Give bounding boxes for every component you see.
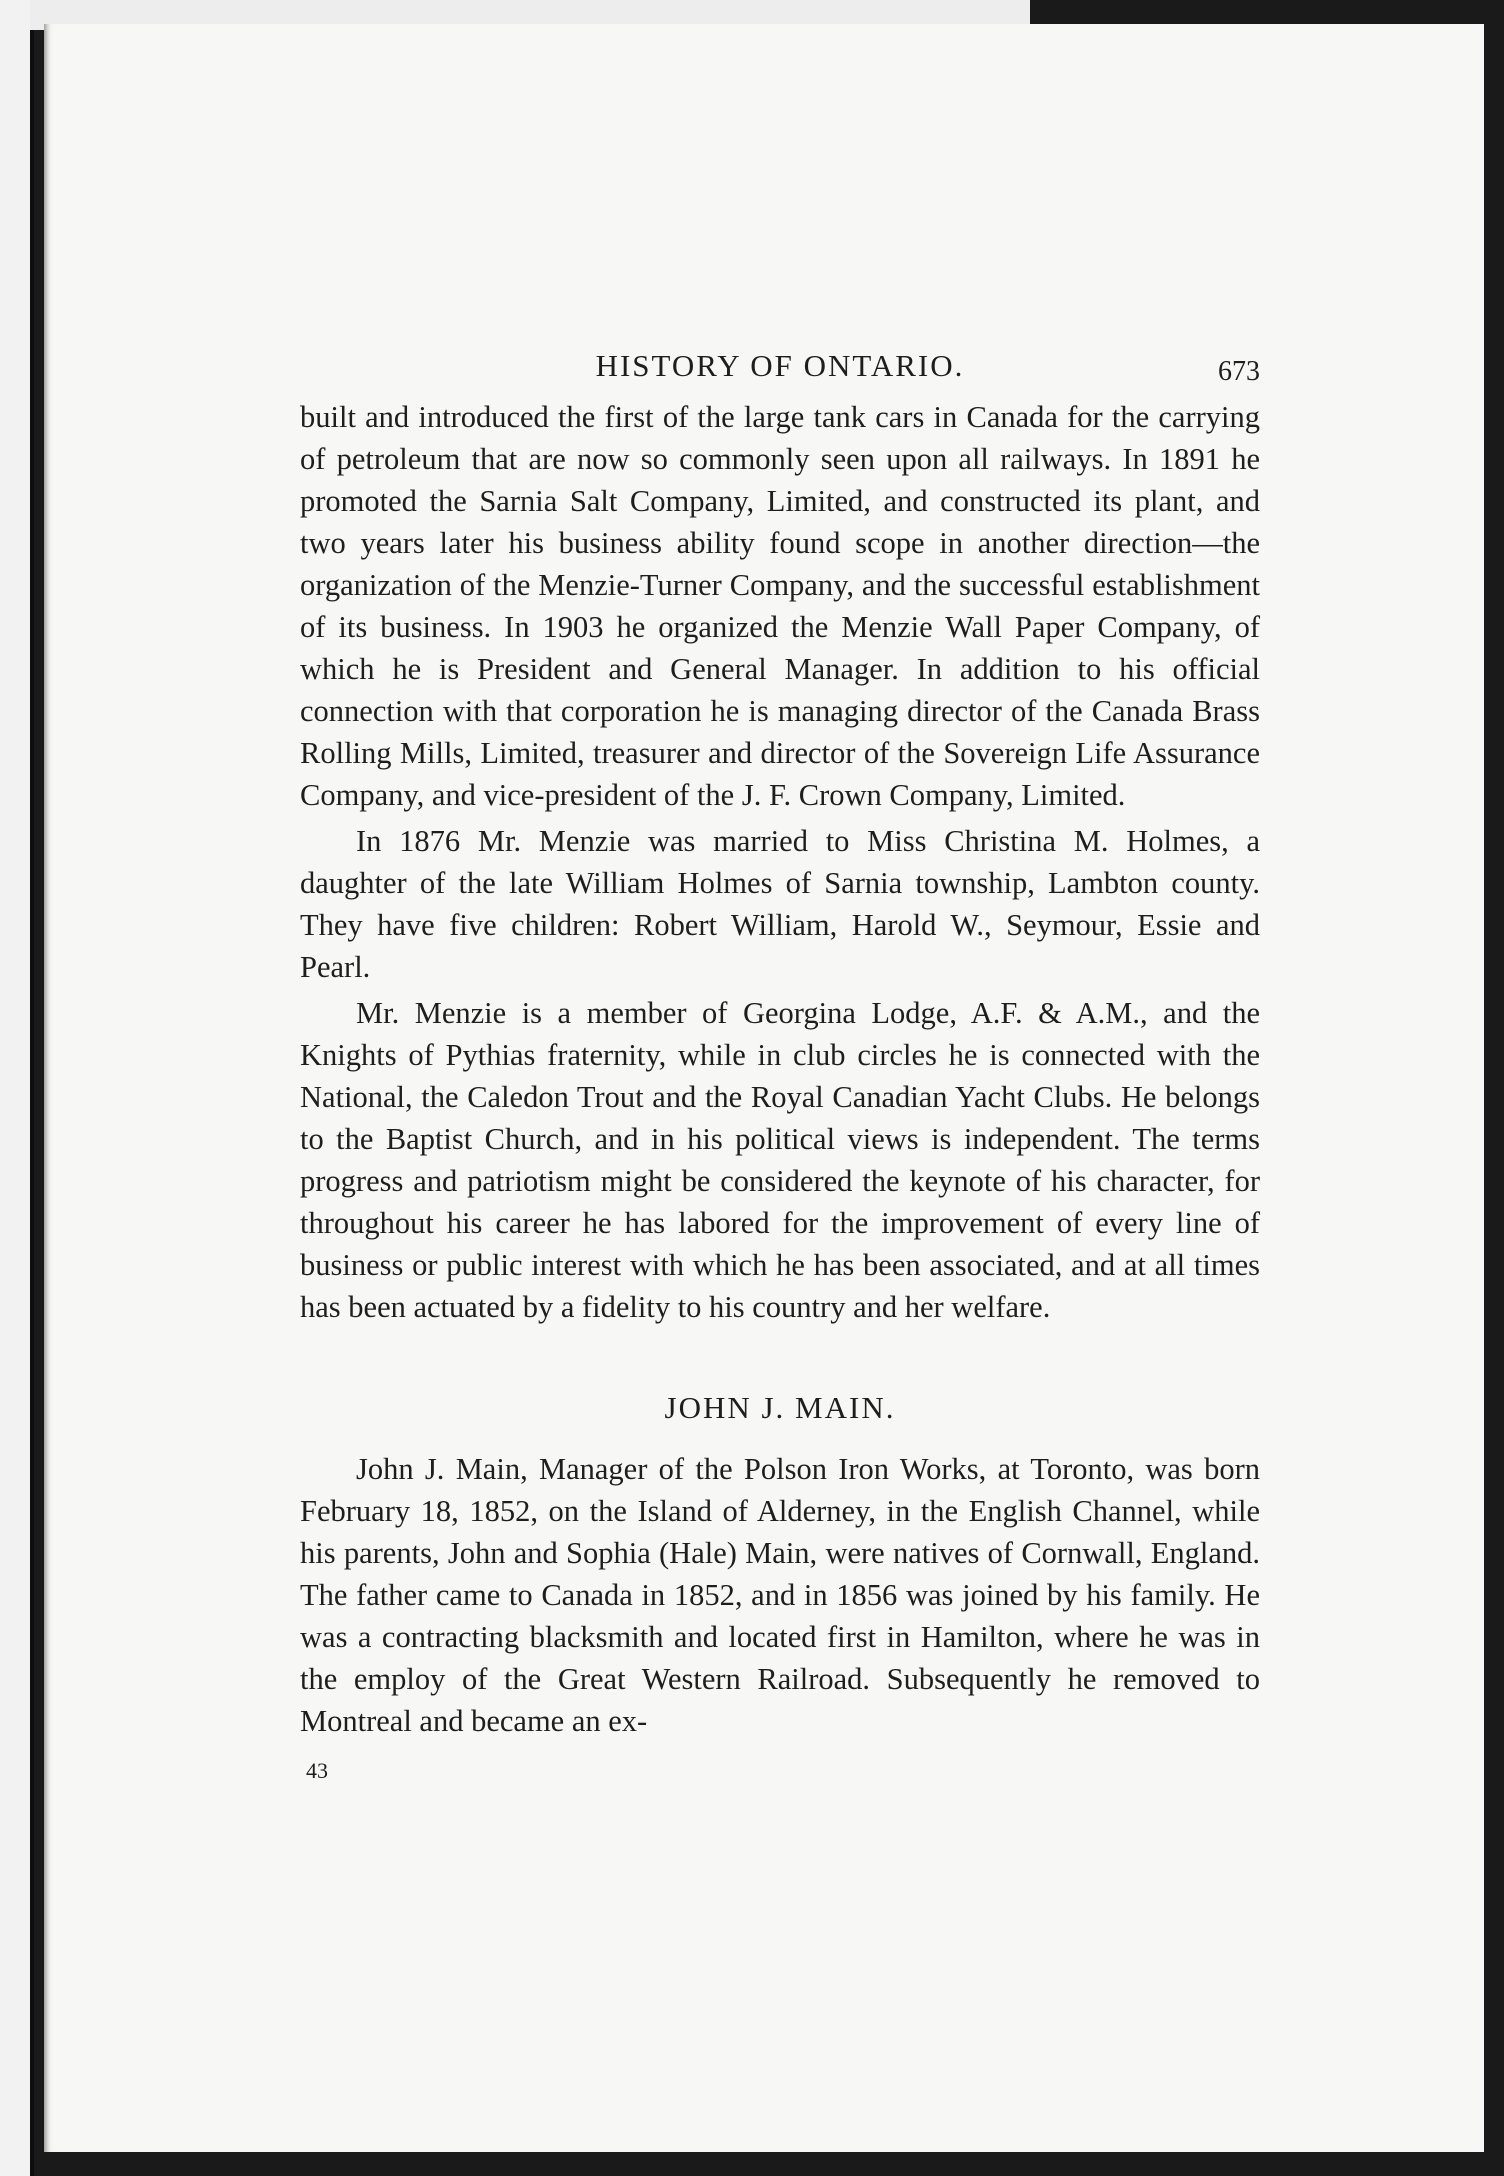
running-title: HISTORY OF ONTARIO.: [595, 348, 965, 383]
text-block: [300, 334, 1260, 1784]
adjacent-page-edge: [0, 0, 34, 2176]
book-page: [44, 24, 1484, 2152]
page-number: 673: [1218, 356, 1260, 387]
section-heading: JOHN J. MAIN.: [664, 1390, 896, 1425]
signature-mark: 43: [306, 1758, 328, 1783]
section-paragraph: John J. Main, Manager of the Polson Iron Works, at Toronto, was born February 18, 1852, on the Island of Alderney, in the English Channel, while his parents, John and Sophia (Hale) Main, were natives of Cornwall, England. The father came to Canada in 1852, and in 1856 was joined by his family. He was a contracting blacksmith and located first in Hamilton, where he was in the employ of the Great Western Railroad. Subsequently he removed to Montreal and became an ex-: [300, 1452, 1260, 1738]
page-header: [300, 334, 1260, 396]
paragraph-3: Mr. Menzie is a member of Georgina Lodge, A.F. & A.M., and the Knights of Pythias fraternity, while in club circles he is connected with the National, the Caledon Trout and the Royal Canadian Yacht Clubs. He belongs to the Baptist Church, and in his political views is independent. The terms progress and patriotism might be considered the keynote of his character, for throughout his career he has labored for the improvement of every line of business or public interest with which he has been associated, and at all times has been actuated by a fidelity to his country and her welfare.: [300, 996, 1260, 1324]
paragraph-2: In 1876 Mr. Menzie was married to Miss Christina M. Holmes, a daughter of the late William Holmes of Sarnia township, Lambton county. They have five children: Robert William, Harold W., Seymour, Essie and Pearl.: [300, 824, 1260, 984]
paragraph-1: built and introduced the first of the large tank cars in Canada for the carrying of petroleum that are now so commonly seen upon all railways. In 1891 he promoted the Sarnia Salt Company, Limited, and constructed its plant, and two years later his business ability found scope in another direction—the organization of the Menzie-Turner Company, and the successful establishment of its business. In 1903 he organized the Menzie Wall Paper Company, of which he is President and General Manager. In addition to his official connection with that corporation he is managing director of the Canada Brass Rolling Mills, Limited, treasurer and director of the Sovereign Life Assurance Company, and vice-president of the J. F. Crown Company, Limited.: [300, 400, 1260, 812]
